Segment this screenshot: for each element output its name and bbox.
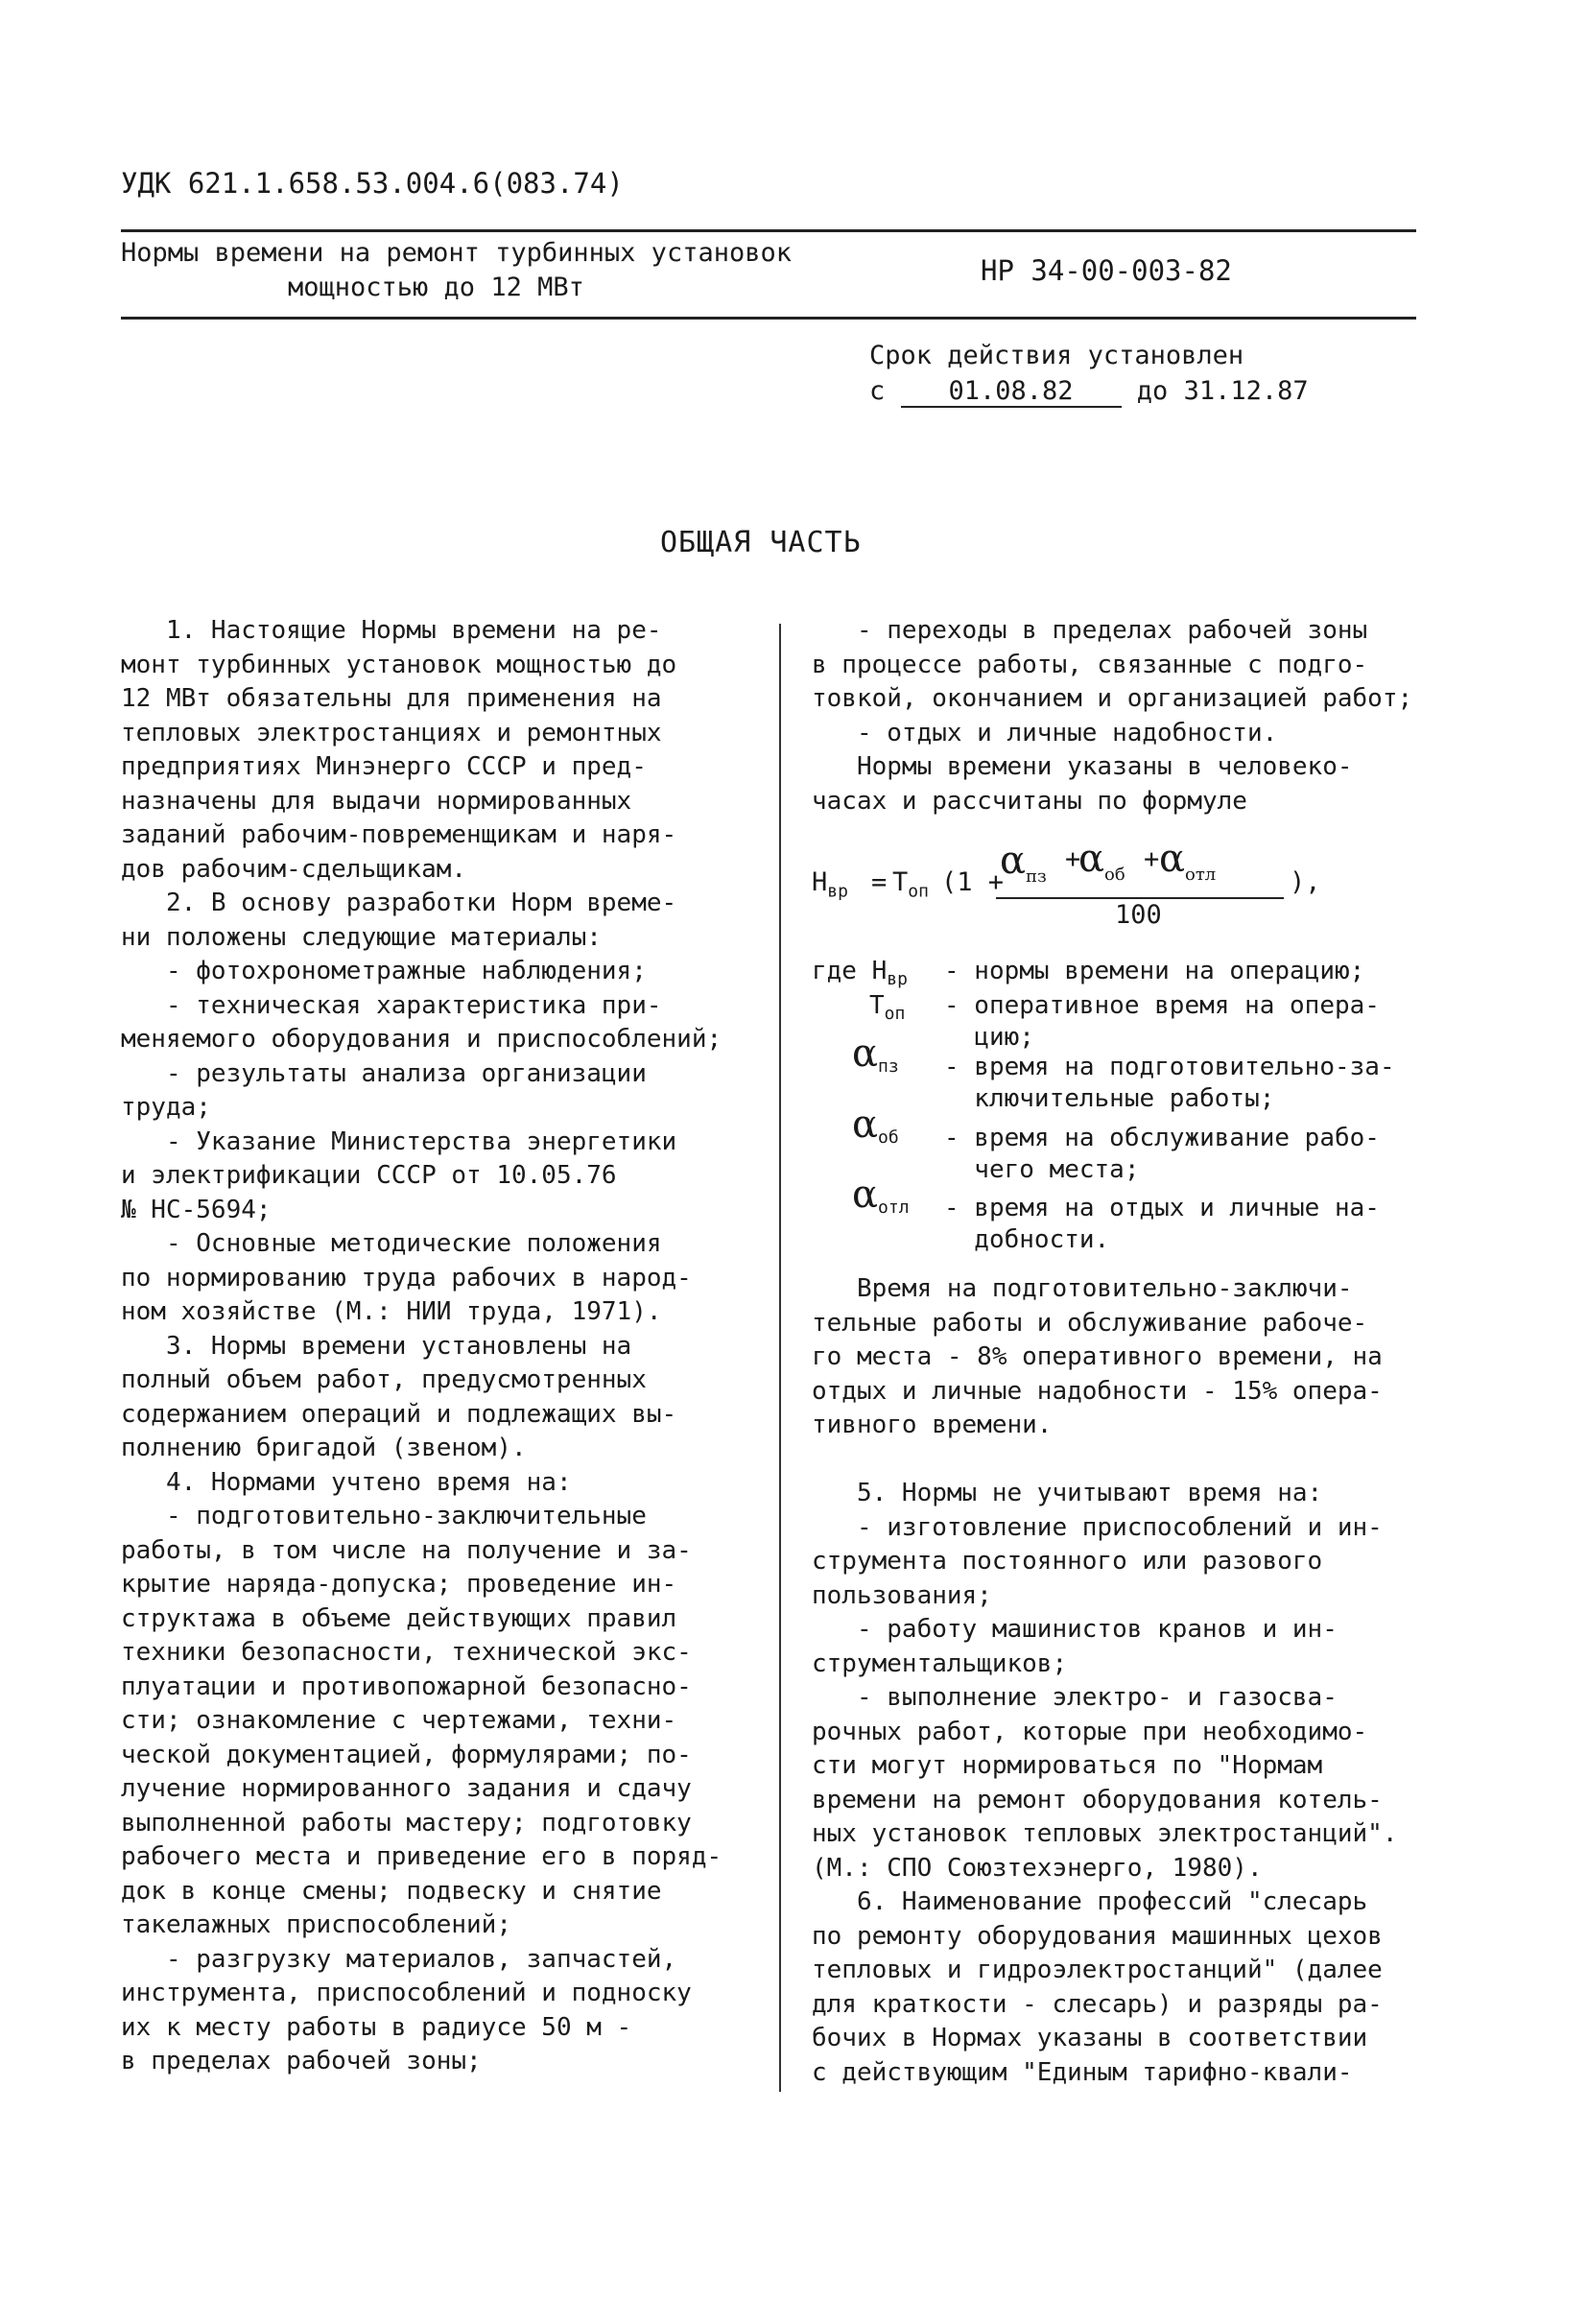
text-line: струмента постоянного или разового xyxy=(812,1547,1323,1576)
text-line: крытие наряда-допуска; проведение ин- xyxy=(121,1570,677,1599)
udk-code: УДК 621.1.658.53.004.6(083.74) xyxy=(121,167,624,200)
text-line: инструмента, приспособлений и подноску xyxy=(121,1979,692,2007)
text-line: труда; xyxy=(121,1093,211,1122)
text-line: товкой, окончанием и организацией работ; xyxy=(812,684,1413,713)
text-line: техники безопасности, технической экс- xyxy=(121,1638,692,1667)
alpha-pz: $\alpha_{пз}$ xyxy=(1000,839,1047,887)
text-line: - Основные методические положения xyxy=(121,1229,662,1258)
text-line: заданий рабочим-повременщикам и наря- xyxy=(121,820,677,849)
text-line: (М.: СПО Союзтехэнерго, 1980). xyxy=(812,1853,1263,1883)
validity-from-date: 01.08.82 xyxy=(901,376,1122,408)
definition-ob-text-1: - время на обслуживание рабо- xyxy=(944,1124,1380,1152)
definition-t-text-1: - оперативное время на опера- xyxy=(944,991,1380,1020)
text-line: работы, в том числе на получение и за- xyxy=(121,1535,692,1565)
text-line: времени на ремонт оборудования котель- xyxy=(812,1785,1383,1814)
text-line: для краткости - слесарь) и разряды ра- xyxy=(812,1989,1383,2019)
text-line: предприятиях Минэнерго СССР и пред- xyxy=(121,752,647,781)
formula-open: (1 + xyxy=(941,867,1005,897)
text-line: - подготовительно-заключительные xyxy=(121,1502,647,1530)
formula-t: $Т_{оп}$ xyxy=(892,867,929,902)
text-line: рочных работ, которые при необходимо- xyxy=(812,1717,1368,1746)
text-line: ном хозяйстве (М.: НИИ труда, 1971). xyxy=(121,1297,662,1326)
text-line: по нормированию труда рабочих в народ- xyxy=(121,1263,692,1292)
validity-to: до 31.12.87 xyxy=(1136,376,1309,406)
definition-h-text: - нормы времени на операцию; xyxy=(944,957,1365,985)
document-title-line1: Нормы времени на ремонт турбинных установок xyxy=(121,238,792,268)
text-line: 1. Настоящие Нормы времени на ре- xyxy=(121,616,662,645)
text-line: пользования; xyxy=(812,1580,992,1610)
section-heading: ОБЩАЯ ЧАСТЬ xyxy=(660,526,862,559)
text-line: 2. В основу разработки Норм време- xyxy=(121,889,677,917)
text-line: сти; ознакомление с чертежами, техни- xyxy=(121,1706,677,1735)
text-line: полный объем работ, предусмотренных xyxy=(121,1365,647,1394)
text-line: док в конце смены; подвеску и снятие xyxy=(121,1876,662,1906)
text-line: 12 МВт обязательны для применения на xyxy=(121,684,662,713)
text-line: полнению бригадой (звеном). xyxy=(121,1434,527,1462)
text-line: го места - 8% оперативного времени, на xyxy=(812,1342,1383,1371)
text-line: и электрификации СССР от 10.05.76 xyxy=(121,1161,617,1190)
definition-ob-text-2: чего места; xyxy=(944,1155,1140,1184)
text-line: меняемого оборудования и приспособлений; xyxy=(121,1025,722,1054)
text-line: тивного времени. xyxy=(812,1411,1053,1439)
text-line: - результаты анализа организации xyxy=(121,1058,647,1088)
header-rule-bottom xyxy=(121,317,1416,320)
text-line: бочих в Нормах указаны в соответствии xyxy=(812,2024,1368,2052)
text-line: лучение нормированного задания и сдачу xyxy=(121,1774,692,1803)
alpha-otl: $\alpha_{отл}$ xyxy=(1159,837,1217,885)
text-line: с действующим "Единым тарифно-квали- xyxy=(812,2057,1353,2087)
text-line: содержанием операций и подлежащих вы- xyxy=(121,1399,677,1429)
text-line: их к месту работы в радиусе 50 м - xyxy=(121,2012,632,2042)
text-line: Время на подготовительно-заключи- xyxy=(812,1274,1353,1303)
text-line: ни положены следующие материалы: xyxy=(121,922,602,952)
text-line: 4. Нормами учтено время на: xyxy=(121,1467,572,1497)
text-line: Нормы времени указаны в человеко- xyxy=(812,752,1353,781)
definition-t-symbol: $Т_{оп}$ xyxy=(869,991,906,1025)
text-line: - изготовление приспособлений и ин- xyxy=(812,1512,1383,1542)
right-column-top xyxy=(812,614,1445,818)
validity-period xyxy=(869,376,1309,408)
text-line: отдых и личные надобности - 15% опера- xyxy=(812,1376,1383,1406)
column-divider xyxy=(779,624,781,2092)
document-number: НР 34-00-003-82 xyxy=(981,254,1232,287)
text-line: в пределах рабочей зоны; xyxy=(121,2047,482,2075)
text-line: - Указание Министерства энергетики xyxy=(121,1126,677,1156)
validity-label: Срок действия установлен xyxy=(869,341,1244,370)
text-line: тельные работы и обслуживание рабоче- xyxy=(812,1308,1368,1338)
text-line: выполненной работы мастеру; подготовку xyxy=(121,1808,692,1838)
text-line: в процессе работы, связанные с подго- xyxy=(812,650,1368,679)
text-line: - техническая характеристика при- xyxy=(121,990,662,1020)
text-line: тепловых и гидроэлектростанций" (далее xyxy=(812,1956,1383,1984)
definition-h-symbol: где $Н_{вр}$ xyxy=(812,957,908,990)
text-line: дов рабочим-сдельщикам. xyxy=(121,854,467,884)
text-line: 3. Нормы времени установлены на xyxy=(121,1331,632,1361)
text-line: часах и рассчитаны по формуле xyxy=(812,786,1247,816)
text-line: назначены для выдачи нормированных xyxy=(121,786,632,816)
formula-lhs: $Н_{вр}$ xyxy=(812,867,848,902)
text-line: - переходы в пределах рабочей зоны xyxy=(812,616,1368,645)
text-line: струментальщиков; xyxy=(812,1648,1068,1678)
text-line: 6. Наименование профессий "слесарь xyxy=(812,1887,1368,1916)
text-line: ческой документацией, формулярами; по- xyxy=(121,1740,692,1769)
text-line xyxy=(812,1443,1445,1478)
text-line: такелажных приспособлений; xyxy=(121,1910,511,1939)
text-line: структажа в объеме действующих правил xyxy=(121,1603,677,1633)
text-line: монт турбинных установок мощностью до xyxy=(121,650,677,679)
text-line: - выполнение электро- и газосва- xyxy=(812,1683,1338,1712)
text-line: - разгрузку материалов, запчастей, xyxy=(121,1944,677,1974)
definition-otl-text-1: - время на отдых и личные на- xyxy=(944,1194,1380,1222)
definition-t-text-2: цию; xyxy=(944,1023,1034,1052)
text-line: 5. Нормы не учитывают время на: xyxy=(812,1479,1323,1507)
text-line: № НС-5694; xyxy=(121,1195,272,1224)
text-line: тепловых электростанциях и ремонтных xyxy=(121,718,662,747)
document-title-line2: мощностью до 12 МВт xyxy=(288,273,584,302)
formula-close: ), xyxy=(1290,867,1321,897)
text-line: плуатации и противопожарной безопасно- xyxy=(121,1672,692,1701)
definition-pz-symbol: $\alpha_{пз}$ xyxy=(852,1032,899,1078)
validity-from-label: с xyxy=(869,376,886,406)
formula-plus-1: + xyxy=(1065,844,1081,874)
formula-denominator: 100 xyxy=(1115,900,1162,930)
formula-equals: = xyxy=(871,867,888,897)
definition-ob-symbol: $\alpha_{об}$ xyxy=(852,1103,899,1149)
left-column xyxy=(121,614,754,2079)
text-line: сти могут нормироваться по "Нормам xyxy=(812,1751,1323,1780)
right-column-bottom xyxy=(812,1272,1445,2090)
alpha-ob: $\alpha_{об}$ xyxy=(1078,837,1125,885)
text-line: рабочего места и приведение его в поряд- xyxy=(121,1842,722,1871)
formula-plus-2: + xyxy=(1144,844,1160,874)
header-rule-top xyxy=(121,229,1416,232)
text-line: - работу машинистов кранов и ин- xyxy=(812,1615,1338,1644)
text-line: - фотохронометражные наблюдения; xyxy=(121,957,647,985)
text-line: - отдых и личные надобности. xyxy=(812,718,1278,747)
definition-pz-text-1: - время на подготовительно-за- xyxy=(944,1053,1395,1081)
text-line: ных установок тепловых электростанций". xyxy=(812,1819,1398,1848)
definition-otl-symbol: $\alpha_{отл}$ xyxy=(852,1173,910,1219)
norm-formula xyxy=(812,837,1387,950)
definition-otl-text-2: добности. xyxy=(944,1225,1110,1254)
fraction-bar xyxy=(996,897,1284,899)
text-line: по ремонту оборудования машинных цехов xyxy=(812,1921,1383,1951)
definition-pz-text-2: ключительные работы; xyxy=(944,1084,1275,1113)
